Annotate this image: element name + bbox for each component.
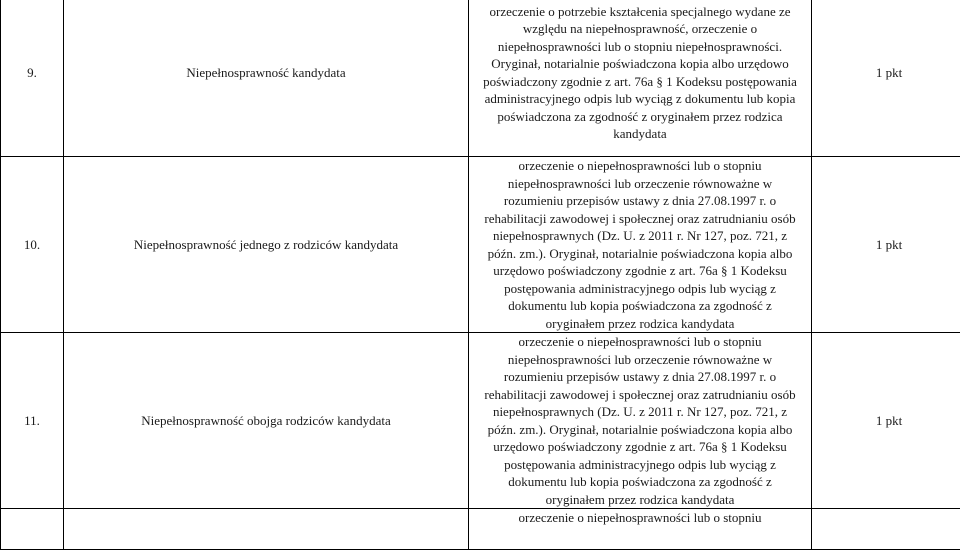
- points-value: 1 pkt: [812, 333, 960, 509]
- row-number: 10.: [1, 157, 64, 333]
- table-row: [1, 333, 960, 509]
- table-row: [1, 157, 960, 333]
- documents-text: orzeczenie o potrzebie kształcenia specjalnego wydane ze względu na niepełnosprawność, orzeczenie o niepełnosprawności lub o stopniu niepełnosprawności. Oryginał, notarialnie poświadczona kopia albo urzędowo poświadczony zgodnie z art. 76a § 1 Kodeksu postępowania administracyjnego odpis lub wyciąg z dokumentu lub kopia poświadczona za zgodność z oryginałem przez rodzica kandydata: [471, 3, 809, 143]
- required-documents: [469, 157, 812, 333]
- row-number: 9.: [1, 0, 64, 157]
- table-row-partial: [1, 509, 960, 550]
- criterion-name: Niepełnosprawność obojga rodziców kandydata: [64, 333, 469, 509]
- row-number: [1, 509, 64, 550]
- documents-text: orzeczenie o niepełnosprawności lub o stopniu: [471, 509, 809, 527]
- points-value: 1 pkt: [812, 157, 960, 333]
- table-row: [1, 0, 960, 157]
- points-value: 1 pkt: [812, 0, 960, 157]
- points-value: [812, 509, 960, 550]
- documents-text: orzeczenie o niepełnosprawności lub o stopniu niepełnosprawności lub orzeczenie równoważne w rozumieniu przepisów ustawy z dnia 27.08.1997 r. o rehabilitacji zawodowej i społecznej oraz zatrudnianiu osób niepełnosprawnych (Dz. U. z 2011 r. Nr 127, poz. 721, z późn. zm.). Oryginał, notarialnie poświadczona kopia albo urzędowo poświadczony zgodnie z art. 76a § 1 Kodeksu postępowania administracyjnego odpis lub wyciąg z dokumentu lub kopia poświadczona za zgodność z oryginałem przez rodzica kandydata: [471, 157, 809, 332]
- row-number: 11.: [1, 333, 64, 509]
- criterion-name: [64, 509, 469, 550]
- documents-text: orzeczenie o niepełnosprawności lub o stopniu niepełnosprawności lub orzeczenie równoważne w rozumieniu przepisów ustawy z dnia 27.08.1997 r. o rehabilitacji zawodowej i społecznej oraz zatrudnianiu osób niepełnosprawnych (Dz. U. z 2011 r. Nr 127, poz. 721, z późn. zm.). Oryginał, notarialnie poświadczona kopia albo urzędowo poświadczony zgodnie z art. 76a § 1 Kodeksu postępowania administracyjnego odpis lub wyciąg z dokumentu lub kopia poświadczona za zgodność z oryginałem przez rodzica kandydata: [471, 333, 809, 508]
- required-documents: [469, 0, 812, 157]
- criterion-name: Niepełnosprawność jednego z rodziców kandydata: [64, 157, 469, 333]
- required-documents: [469, 509, 812, 550]
- required-documents: [469, 333, 812, 509]
- criterion-name: Niepełnosprawność kandydata: [64, 0, 469, 157]
